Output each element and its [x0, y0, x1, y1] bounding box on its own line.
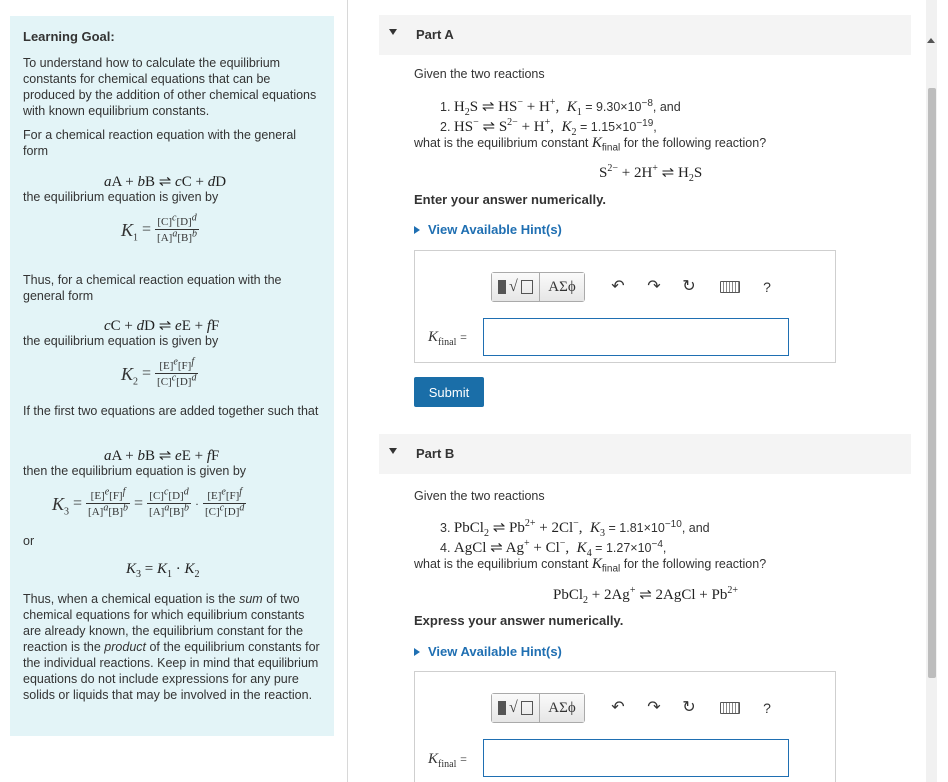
k2-expression: $K_2$ = $\frac{[E]^e[F]^f}{[C]^c[D]^d}$ [121, 356, 197, 388]
part-a-reaction-2: 2. HS− ⇌ $S^{2-} + H^+$, $K_2 = 1.15\times 10^{-19}$, [440, 117, 657, 138]
reset-icon[interactable]: ↻ [682, 699, 696, 716]
part-b-question: what is the equilibrium constant $K_{final}$ for the following reaction? [414, 556, 767, 575]
part-a-answer-label: $K_{final}$ = [428, 329, 467, 348]
part-b-instruction: Express your answer numerically. [414, 613, 624, 628]
part-b-title: Part B [416, 446, 455, 461]
part-b-given-text: Given the two reactions [414, 489, 545, 503]
scrollbar-thumb[interactable] [928, 88, 936, 678]
given-by-text-2: the equilibrium equation is given by [23, 334, 219, 348]
vertical-scrollbar[interactable] [926, 0, 937, 782]
part-a-hint-link[interactable]: View Available Hint(s) [414, 222, 562, 237]
learning-goal-heading: Learning Goal: [23, 29, 115, 44]
k1-expression: $K_1$ = $\frac{[C]^c[D]^d}{[A]^a[B]^b}$ [121, 212, 197, 244]
or-text: or [23, 534, 35, 548]
part-a-target-reaction: $S^{2-} + 2H^+$ ⇌ $H_2S$ [599, 163, 703, 184]
part-a-answer-box [414, 250, 836, 363]
expand-caret-icon [414, 648, 420, 656]
part-b-target-reaction: PbCl$_2$ + 2Ag+ ⇌ 2AgCl + $Pb^{2+}$ [553, 585, 738, 606]
part-b-reaction-3: 3. PbCl$_2$ ⇌ $Pb^{2+} + 2Cl^-$, $K_3 = 1.81\times 10^{-10}$, and [440, 518, 710, 539]
part-b-reaction-4: 4. AgCl ⇌ Ag+ + Cl−, $K_4 = 1.27\times 10^{-4}$, [440, 538, 667, 559]
general-form-text-1: For a chemical reaction equation with the general form [23, 128, 297, 158]
redo-icon[interactable]: ↷ [647, 699, 661, 716]
collapse-caret-icon[interactable] [389, 448, 397, 454]
question-area[interactable] [349, 0, 937, 782]
learning-goal-intro: To understand how to calculate the equilibrium constants for chemical equations that can be produced by the addition of other chemical equations with known equilibrium constants. [23, 56, 317, 118]
part-a-submit-button[interactable]: Submit [414, 377, 484, 407]
undo-icon[interactable]: ↶ [611, 699, 625, 716]
part-b-toolbar-group [491, 693, 585, 723]
part-a-title: Part A [416, 27, 454, 42]
greek-icon[interactable]: ΑΣϕ [540, 694, 584, 722]
help-icon[interactable]: ? [763, 700, 771, 716]
part-a-instruction: Enter your answer numerically. [414, 192, 606, 207]
reset-icon[interactable]: ↻ [682, 278, 696, 295]
part-a-header[interactable] [379, 15, 911, 55]
given-by-text-3: then the equilibrium equation is given by [23, 464, 247, 478]
k3-expression: $K_3$ = $\frac{[E]^e[F]^f}{[A]^a[B]^b}$ = $\frac{[C]^c[D]^d}{[A]^a[B]^b}$ · $\frac{[E]^e[F]^f}{[C]^c[D]^d}$ [52, 486, 245, 518]
part-a-question: what is the equilibrium constant $K_{final}$ for the following reaction? [414, 135, 767, 154]
scroll-up-arrow-icon[interactable] [927, 38, 935, 43]
combined-reaction: aA + bB ⇌ eE + fF [104, 448, 220, 464]
part-b-answer-input[interactable] [483, 739, 789, 777]
k3-product: $K_3 = K_1 \cdot K_2$ [126, 561, 200, 580]
undo-icon[interactable]: ↶ [611, 278, 625, 295]
part-b-hint-link[interactable]: View Available Hint(s) [414, 644, 562, 659]
conclusion-text: Thus, when a chemical equation is the sum of two chemical equations for which equilibrium constants are already known, the equilibrium constant for the reaction is the product of the equilibrium constants for the individual reactions. Keep in mind that equilibrium equations do not include expressions for any pure solids or liquids that may be involved in the reaction. [23, 592, 320, 702]
redo-icon[interactable]: ↷ [647, 278, 661, 295]
keyboard-icon[interactable] [720, 281, 740, 293]
part-a-given-text: Given the two reactions [414, 67, 545, 81]
help-icon[interactable]: ? [763, 279, 771, 295]
part-a-reaction-1: 1. $H_2S$ ⇌ HS− + H+, $K_1 = 9.30\times 10^{-8}$, and [440, 97, 681, 118]
template-icon[interactable]: √ [492, 694, 540, 722]
expand-caret-icon [414, 226, 420, 234]
part-a-answer-input[interactable] [483, 318, 789, 356]
general-form-text-2: Thus, for a chemical reaction equation with the general form [23, 273, 282, 303]
part-b-header[interactable] [379, 434, 911, 474]
greek-icon[interactable]: ΑΣϕ [540, 273, 584, 301]
collapse-caret-icon[interactable] [389, 29, 397, 35]
general-reaction-1: aA + bB ⇌ cC + dD [104, 174, 227, 190]
given-by-text-1: the equilibrium equation is given by [23, 190, 219, 204]
left-column [0, 0, 348, 782]
part-b-answer-label: $K_{final}$ = [428, 751, 467, 770]
added-together-text: If the first two equations are added together such that [23, 404, 319, 418]
keyboard-icon[interactable] [720, 702, 740, 714]
template-icon[interactable]: √ [492, 273, 540, 301]
general-reaction-2: cC + dD ⇌ eE + fF [104, 318, 220, 334]
part-a-toolbar-group [491, 272, 585, 302]
part-b-answer-box [414, 671, 836, 782]
